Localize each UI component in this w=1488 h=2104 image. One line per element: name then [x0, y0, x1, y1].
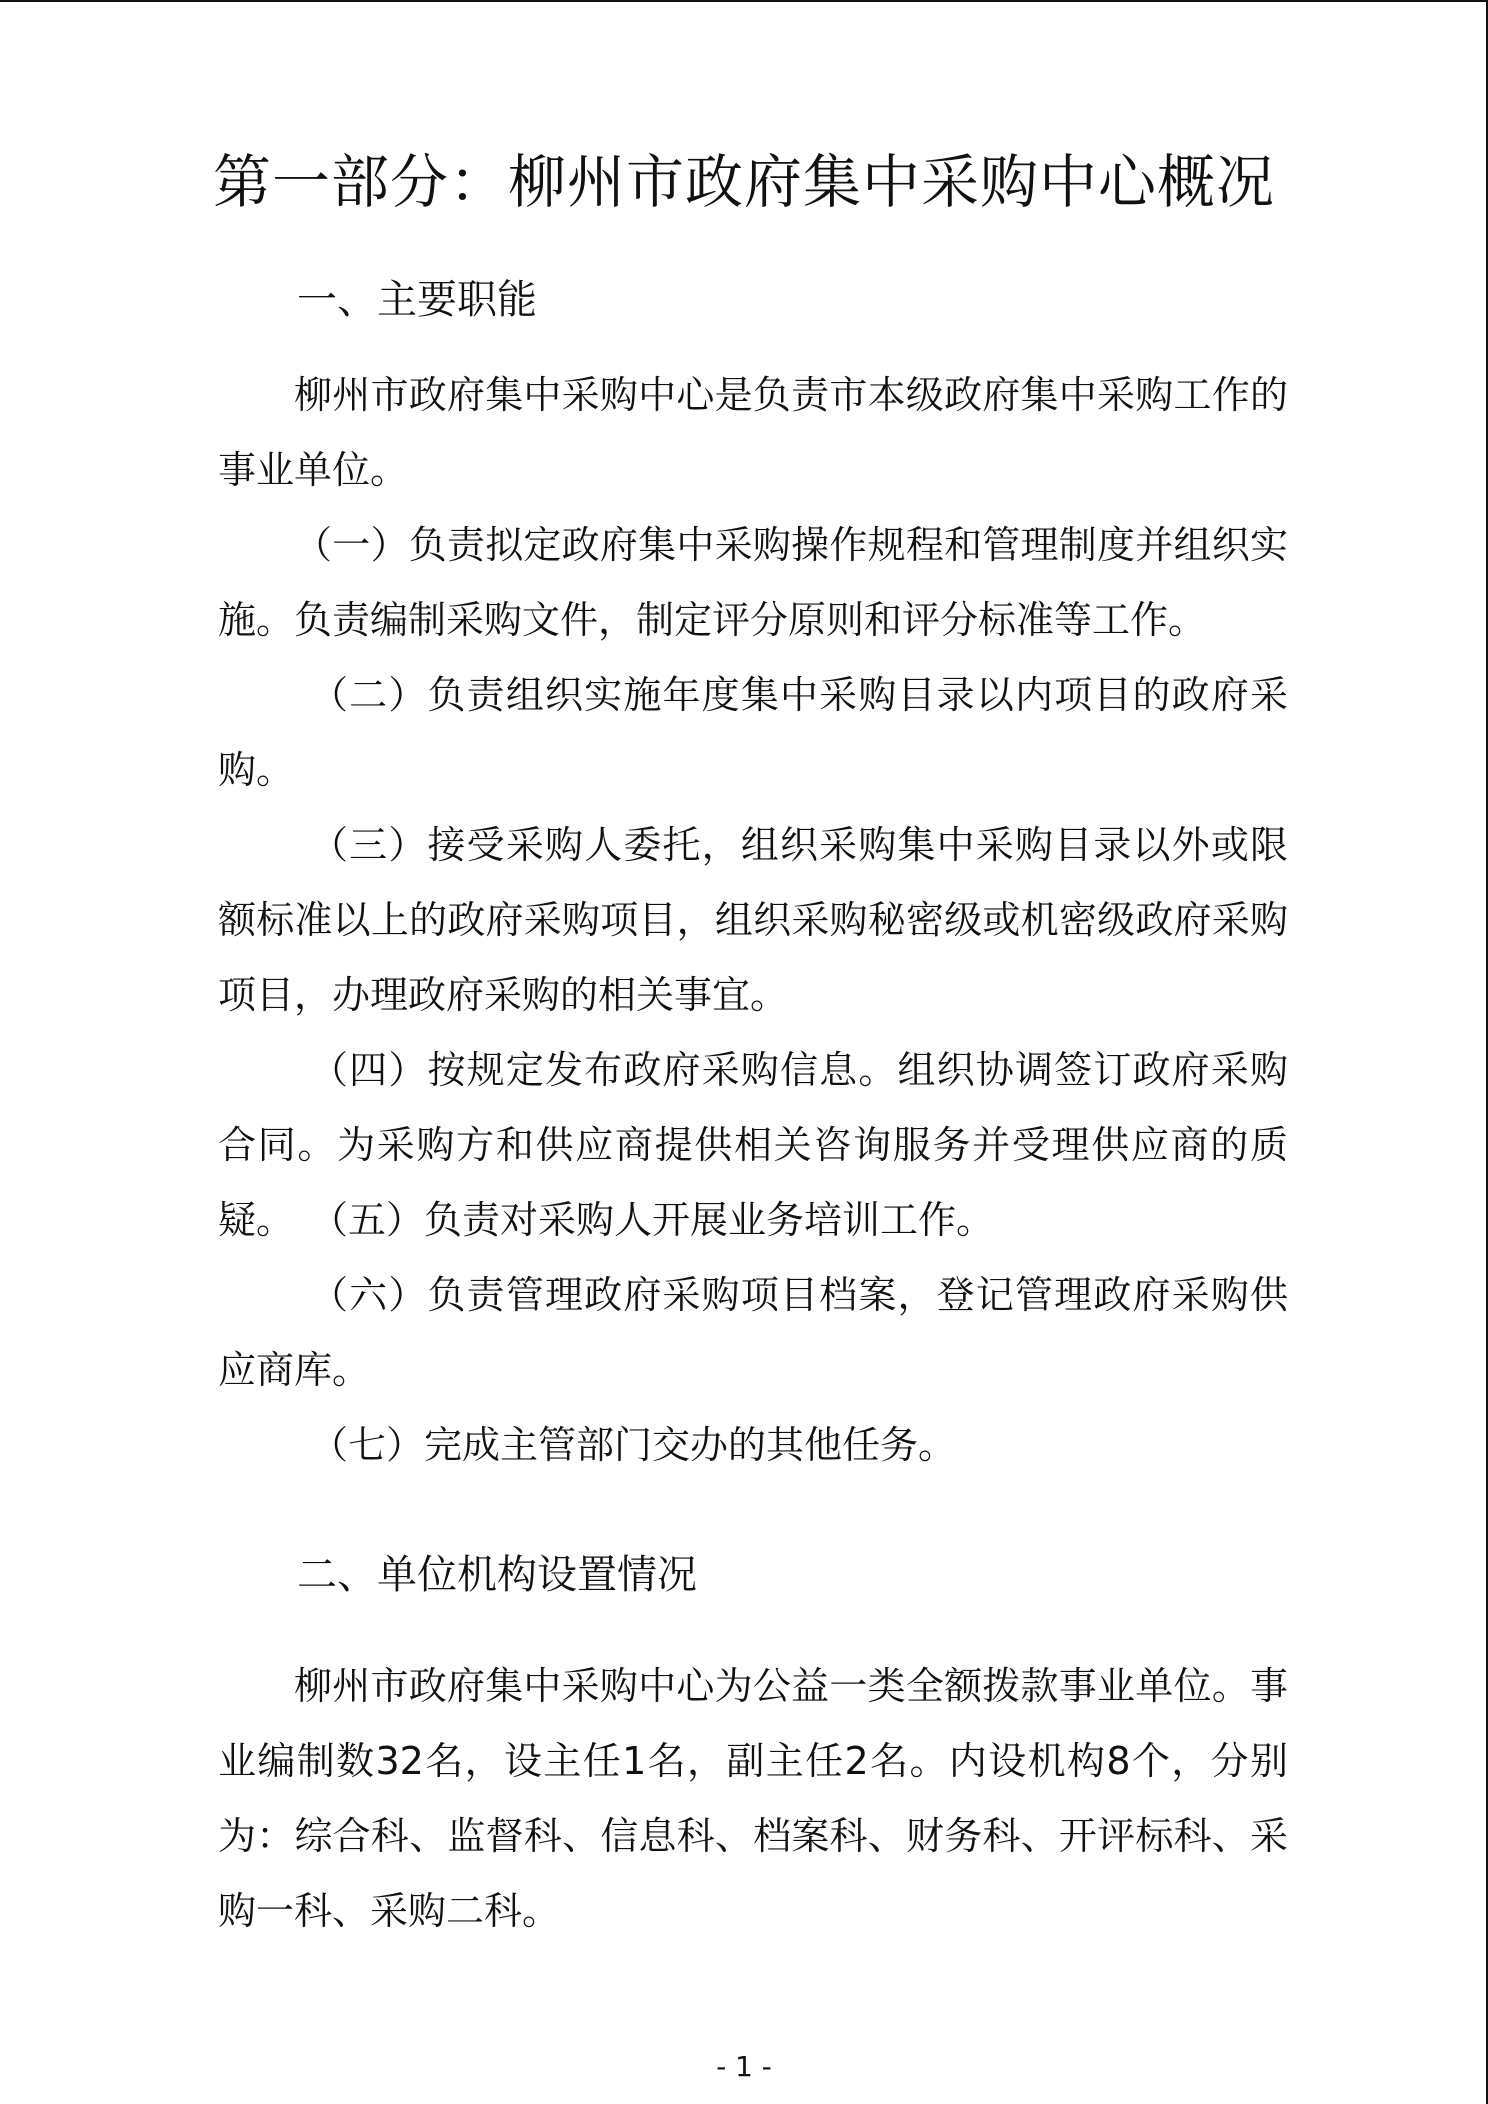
- paragraph-item-4: （四）按规定发布政府采购信息。组织协调签订政府采购合同。为采购方和供应商提供相关咨询服务并受理供应商的质疑。: [218, 1048, 1288, 1242]
- page-number: - 1 -: [716, 2050, 772, 2083]
- section-heading-organization: 二、单位机构设置情况: [297, 1552, 697, 1598]
- paragraph-item-5: （五）负责对采购人开展业务培训工作。: [310, 1198, 995, 1242]
- paragraph-item-2: （二）负责组织实施年度集中采购目录以内项目的政府采购。: [218, 673, 1288, 792]
- paragraph-item-3: （三）接受采购人委托，组织采购集中采购目录以外或限额标准以上的政府采购项目，组织采购秘密级或机密级政府采购项目，办理政府采购的相关事宜。: [218, 823, 1288, 1017]
- paragraph-organization: 柳州市政府集中采购中心为公益一类全额拨款事业单位。事业编制数32名，设主任1名，副主任2名。内设机构8个，分别为：综合科、监督科、信息科、档案科、财务科、开评标科、采购一科、采购二科。: [218, 1664, 1288, 1933]
- paragraph-item-1: （一）负责拟定政府集中采购操作规程和管理制度并组织实施。负责编制采购文件，制定评分原则和评分标准等工作。: [218, 523, 1288, 642]
- document-title: 第一部分：柳州市政府集中采购中心概况: [212, 148, 1275, 216]
- paragraph-item-6: （六）负责管理政府采购项目档案，登记管理政府采购供应商库。: [218, 1273, 1288, 1392]
- section-heading-main-functions: 一、主要职能: [297, 277, 537, 323]
- paragraph-intro: 柳州市政府集中采购中心是负责市本级政府集中采购工作的事业单位。: [218, 373, 1288, 492]
- paragraph-item-7: （七）完成主管部门交办的其他任务。: [310, 1423, 957, 1467]
